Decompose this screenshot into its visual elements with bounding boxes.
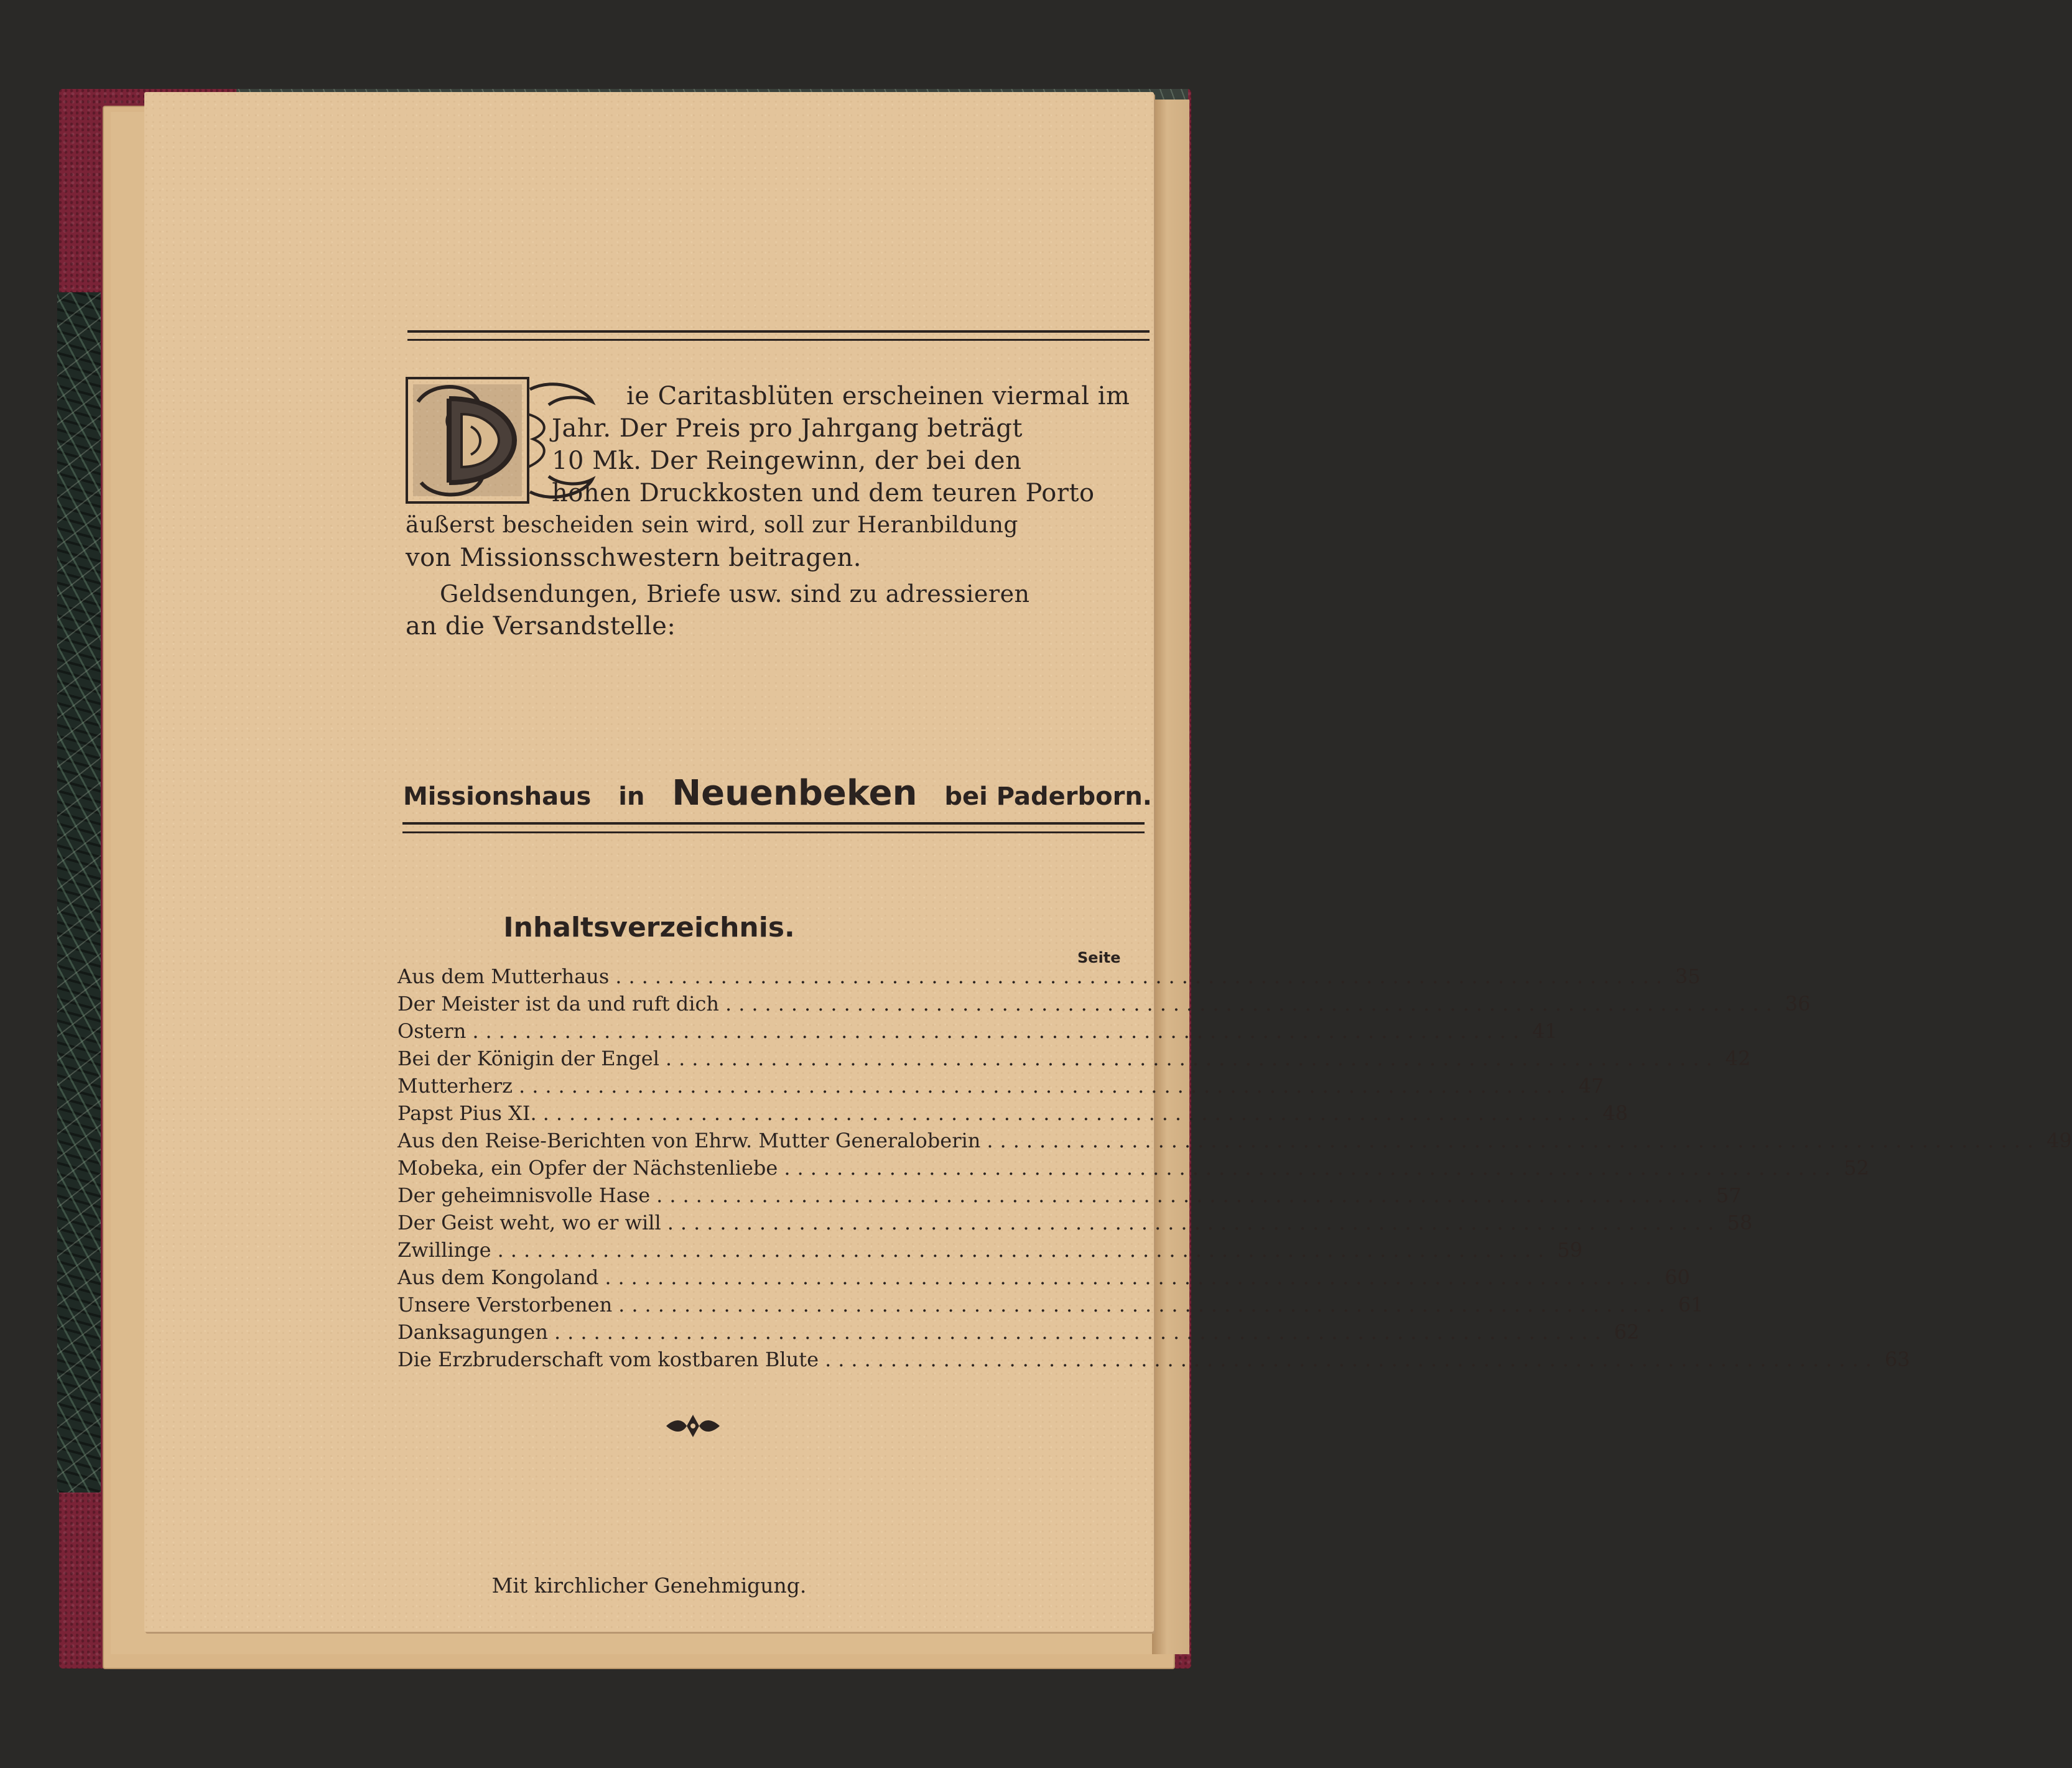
top-rule-2 (407, 339, 1150, 341)
toc-entry-page: 61 (1678, 1293, 1704, 1317)
toc-entry (397, 1346, 1910, 1373)
toc-entry-title: Aus dem Mutterhaus (397, 965, 610, 988)
bottom-rule-1 (402, 822, 1145, 825)
toc-entry-title: Der geheimnisvolle Hase (397, 1183, 651, 1207)
toc-leader-dots: ................................................................................ (825, 1348, 1879, 1371)
toc-title: Inhaltsverzeichnis. (503, 912, 795, 943)
toc-entry (397, 1099, 1628, 1127)
toc-leader-dots: ................................................................................ (519, 1074, 1573, 1098)
shipping-address (403, 773, 1152, 813)
toc-entry-page: 47 (1578, 1074, 1604, 1098)
toc-entry-page: 59 (1557, 1238, 1583, 1262)
toc-entry-title: Mobeka, ein Opfer der Nächstenliebe (397, 1156, 778, 1180)
toc-leader-dots: ................................................................................ (472, 1019, 1526, 1043)
send-line-1: Geldsendungen, Briefe usw. sind zu adressieren (440, 580, 1030, 608)
toc-entry (397, 1318, 1640, 1346)
address-in: in (618, 782, 645, 811)
toc-entry-title: Unsere Verstorbenen (397, 1293, 613, 1317)
facing-page-edge (1152, 100, 1189, 1654)
toc-leader-dots: ................................................................................ (497, 1238, 1551, 1262)
toc-leader-dots: ................................................................................ (618, 1293, 1672, 1317)
imprimatur: Mit kirchlicher Genehmigung. (491, 1573, 807, 1598)
toc-entry (397, 1264, 1690, 1291)
toc-entry (397, 1017, 1558, 1045)
intro-line-5: äußerst bescheiden sein wird, soll zur Heranbildung (406, 512, 1018, 538)
toc-entry-title: Danksagungen (397, 1320, 548, 1344)
address-bei-paderborn: bei Paderborn. (944, 782, 1152, 811)
toc-entry-page: 57 (1716, 1183, 1742, 1207)
intro-line-6: von Missionsschwestern beitragen. (406, 544, 862, 572)
toc-leader-dots: ................................................................................ (656, 1183, 1710, 1207)
toc-leader-dots: ................................................................................ (615, 965, 1670, 988)
intro-line-3: 10 Mk. Der Reingewinn, der bei den (552, 447, 1022, 475)
toc-entry-page: 58 (1727, 1211, 1753, 1234)
address-neuenbeken: Neuenbeken (672, 773, 918, 813)
toc-leader-dots: ................................................................................ (605, 1266, 1659, 1289)
toc-entry (397, 1072, 1604, 1099)
toc-entry-page: 60 (1665, 1266, 1690, 1289)
toc-entry-title: Zwillinge (397, 1238, 491, 1262)
toc-entry (397, 1209, 1753, 1236)
toc-leader-dots: ................................................................................ (554, 1320, 1608, 1344)
toc-entry (397, 1291, 1704, 1318)
toc-entry-title: Aus dem Kongoland (397, 1266, 599, 1289)
address-missionshaus: Missionshaus (403, 782, 592, 811)
toc-leader-dots: ................................................................................ (987, 1129, 2041, 1152)
toc-entry-page: 41 (1532, 1019, 1558, 1043)
toc-entry-page: 35 (1675, 965, 1701, 988)
toc-entry-title: Der Geist weht, wo er will (397, 1211, 661, 1234)
toc-page-header: Seite (1077, 949, 1121, 966)
toc-entry-title: Aus den Reise-Berichten von Ehrw. Mutter Generaloberin (397, 1129, 981, 1152)
toc-leader-dots: ................................................................................ (667, 1211, 1721, 1234)
toc-entry-title: Ostern (397, 1019, 467, 1043)
bottom-rule-2 (402, 831, 1145, 833)
toc-entry (397, 1236, 1583, 1264)
toc-entry-page: 42 (1725, 1047, 1751, 1070)
toc-leader-dots: ................................................................................ (542, 1101, 1597, 1125)
toc-entry-page: 62 (1614, 1320, 1640, 1344)
toc-entry-title: Die Erzbruderschaft vom kostbaren Blute (397, 1348, 819, 1371)
toc-entry-title: Papst Pius XI. (397, 1101, 537, 1125)
toc-entry (397, 963, 1701, 990)
toc-entry-page: 52 (1844, 1156, 1869, 1180)
intro-line-2: Jahr. Der Preis pro Jahrgang beträgt (552, 414, 1023, 443)
toc-entry (397, 1127, 2072, 1154)
toc-leader-dots: ................................................................................ (665, 1047, 1719, 1070)
toc-entry (397, 1182, 1742, 1209)
send-line-2: an die Versandstelle: (406, 612, 676, 641)
toc-leader-dots: ................................................................................ (784, 1156, 1838, 1180)
marbled-spine (57, 292, 101, 1493)
toc-entry-page: 36 (1785, 992, 1811, 1016)
toc-entry (397, 1154, 1869, 1182)
intro-line-4: hohen Druckkosten und dem teuren Porto (552, 479, 1095, 507)
toc-entry-page: 63 (1884, 1348, 1910, 1371)
toc-entry-title: Bei der Königin der Engel (397, 1047, 659, 1070)
toc-entry-title: Der Meister ist da und ruft dich (397, 992, 720, 1016)
fleuron-ornament (665, 1412, 721, 1440)
toc-entry-page: 48 (1602, 1101, 1628, 1125)
toc-entry-title: Mutterherz (397, 1074, 513, 1098)
top-rule-1 (407, 330, 1150, 333)
toc-leader-dots: ................................................................................ (725, 992, 1779, 1016)
book-page (144, 92, 2072, 1632)
toc-entry-page: 49 (2046, 1129, 2072, 1152)
toc-entry (397, 1045, 1751, 1072)
intro-line-1: ie Caritasblüten erscheinen viermal im (626, 382, 1130, 410)
table-of-contents (397, 963, 2072, 1373)
toc-entry (397, 990, 1811, 1017)
